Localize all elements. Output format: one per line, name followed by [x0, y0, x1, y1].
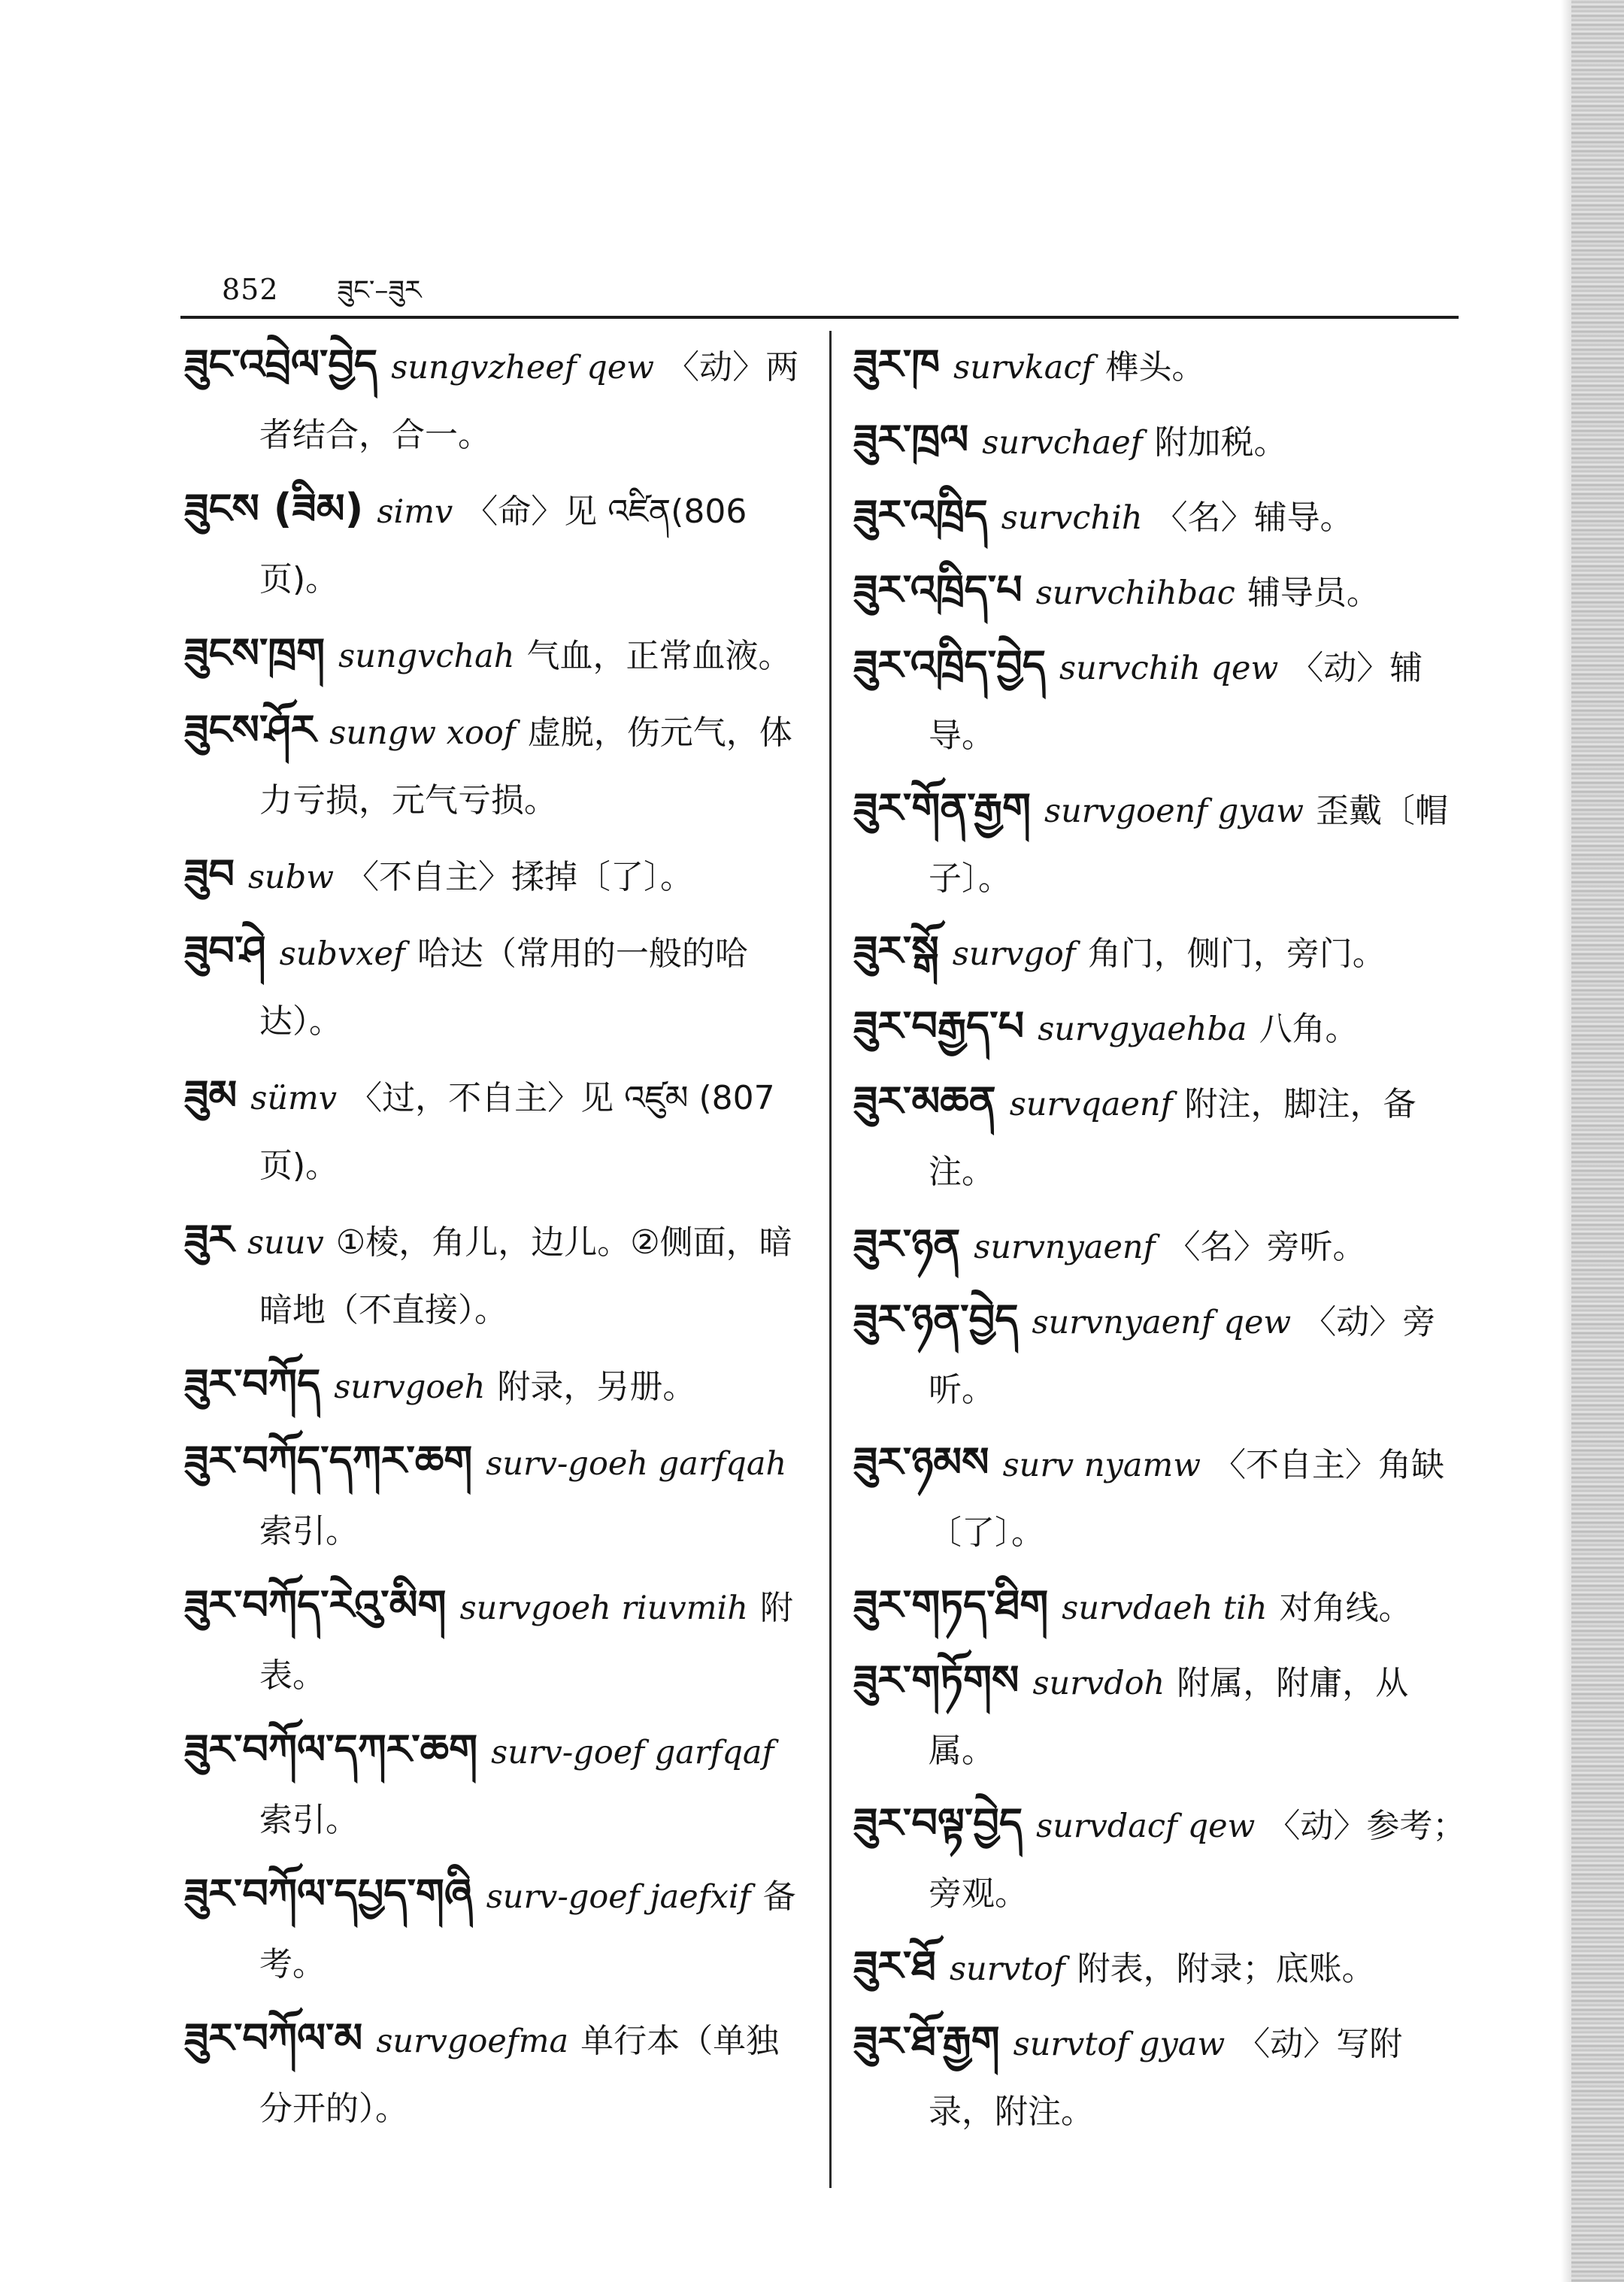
- entry-transliteration: sungvzheef qew: [391, 349, 655, 386]
- entry-headword: ཟུམ: [184, 1071, 238, 1119]
- entry-transliteration: subvxef: [279, 935, 405, 973]
- entry-transliteration: survgoeh riuvmih: [459, 1590, 748, 1627]
- column-divider: [829, 331, 832, 2188]
- entry-transliteration: survnyaenf qew: [1032, 1304, 1292, 1341]
- dictionary-entry: [184, 1860, 808, 1999]
- dictionary-entry: [853, 993, 1466, 1063]
- entry-headword: ཟུར་བཀོད་རེའུ་མིག: [184, 1581, 447, 1629]
- entry-transliteration: survdaeh tih: [1062, 1590, 1268, 1627]
- entry-transliteration: survkacf: [953, 349, 1094, 386]
- right-column: [853, 331, 1466, 2196]
- page-number: 852: [222, 273, 279, 306]
- dictionary-entry: [184, 1350, 808, 1421]
- entry-headword: ཟུར་ཁ: [853, 341, 941, 388]
- header-rule: [180, 316, 1459, 319]
- entry-transliteration: survtof: [949, 1950, 1065, 1988]
- entry-transliteration: survgoenf gyaw: [1044, 792, 1304, 830]
- dictionary-entry: [853, 1429, 1466, 1567]
- entry-definition: 对角线。: [1279, 1589, 1412, 1627]
- dictionary-entry: [184, 1062, 808, 1200]
- dictionary-entry: [184, 1571, 808, 1710]
- running-head: ཟུང་–ཟུར: [337, 275, 422, 306]
- entry-headword: ཟུར་མཆན: [853, 1077, 996, 1125]
- entry-transliteration: sungvchah: [338, 638, 515, 675]
- dictionary-entry: [853, 1068, 1466, 1206]
- entry-definition: 气血，正常血液。: [526, 637, 792, 675]
- entry-definition: 〈动〉辅导。: [929, 649, 1423, 755]
- entry-definition: 附表，附录；底账。: [1077, 1950, 1375, 1988]
- entry-definition: 〈动〉写附录，附注。: [929, 2025, 1403, 2131]
- entry-definition: 附注，脚注，备注。: [929, 1085, 1416, 1191]
- entry-headword: ཟུར་འཁྲིད་བྱེད: [853, 641, 1047, 689]
- dictionary-entry: [853, 2008, 1466, 2146]
- entry-definition: 附属，附庸，从属。: [929, 1664, 1409, 1770]
- entry-transliteration: survtof gyaw: [1013, 2026, 1226, 2063]
- entry-transliteration: survchih qew: [1059, 650, 1279, 687]
- entry-definition: 歪戴〔帽子〕。: [929, 792, 1449, 898]
- entry-headword: ཟུངས (ཟིམ): [184, 485, 364, 532]
- entry-transliteration: survdacf qew: [1036, 1808, 1256, 1845]
- entry-transliteration: simv: [377, 493, 453, 531]
- dictionary-entry: [184, 2005, 808, 2143]
- dictionary-entry: [184, 917, 808, 1056]
- dictionary-entry: [184, 1427, 808, 1565]
- dictionary-entry: [853, 406, 1466, 477]
- entry-definition: 〈动〉旁听。: [929, 1303, 1436, 1409]
- entry-transliteration: survqaenf: [1009, 1086, 1173, 1123]
- entry-headword: ཟུར་འཁྲིད: [853, 491, 988, 538]
- dictionary-entry: [853, 774, 1466, 913]
- entry-headword: ཟུར་སྒོ: [853, 927, 939, 974]
- entry-headword: ཟུར: [184, 1216, 234, 1263]
- dictionary-entry: [184, 1716, 808, 1854]
- entry-transliteration: survgoefma: [376, 2023, 569, 2060]
- entry-headword: ཟུར་ཐོ་རྒྱག: [853, 2017, 1000, 2065]
- entry-definition: 〈命〉见 འཛིན(806页)。: [259, 492, 747, 599]
- entry-definition: 附表。: [259, 1589, 793, 1695]
- entry-transliteration: suuv: [247, 1224, 324, 1262]
- entry-headword: ཟུབ: [184, 850, 235, 898]
- entry-transliteration: sungw xoof: [329, 714, 516, 752]
- entry-transliteration: surv-goef garfqaf: [491, 1734, 774, 1771]
- entry-headword: ཟུར་ཉན: [853, 1220, 961, 1268]
- dictionary-entry: [853, 917, 1466, 988]
- entry-definition: 辅导员。: [1247, 574, 1380, 612]
- entry-transliteration: survnyaenf: [974, 1229, 1156, 1266]
- entry-transliteration: survgoeh: [334, 1368, 486, 1406]
- entry-transliteration: survgyaehba: [1038, 1011, 1247, 1048]
- dictionary-entry: [184, 475, 808, 614]
- dictionary-entry: [853, 1286, 1466, 1424]
- entry-definition: 索引。: [259, 1801, 359, 1839]
- entry-headword: ཟུབ་ཤེ: [184, 927, 266, 974]
- dictionary-entry: [853, 331, 1466, 402]
- entry-definition: 角门，侧门，旁门。: [1087, 935, 1386, 973]
- entry-transliteration: surv-goeh garfqah: [486, 1445, 787, 1483]
- entry-headword: ཟུར་བཀོད་དཀར་ཆག: [184, 1437, 473, 1484]
- entry-transliteration: survchih: [1001, 499, 1143, 537]
- dictionary-entry: [184, 841, 808, 911]
- entry-headword: ཟུར་བཀོལ་མ: [184, 2014, 363, 2062]
- dictionary-entry: [184, 331, 808, 469]
- dictionary-entry: [853, 1790, 1466, 1928]
- entry-headword: ཟུངས་ཁྲག: [184, 629, 326, 677]
- entry-transliteration: surv nyamw: [1002, 1447, 1201, 1484]
- entry-headword: ཟུར་གཏོགས: [853, 1656, 1020, 1704]
- entry-definition: 单行本（单独分开的）。: [259, 2022, 780, 2128]
- entry-headword: ཟུང་འབྲེལ་བྱེད: [184, 341, 378, 388]
- entry-transliteration: survdoh: [1032, 1665, 1165, 1702]
- entry-headword: ཟུར་འཁྲིད་པ: [853, 566, 1023, 614]
- dictionary-entry: [853, 481, 1466, 552]
- dictionary-entry: [853, 1211, 1466, 1281]
- dictionary-entry: [853, 632, 1466, 770]
- entry-definition: 附加税。: [1154, 423, 1287, 462]
- entry-headword: ཟུར་བཀོད: [184, 1360, 321, 1408]
- entry-definition: 虚脱，伤元气，体力亏损，元气亏损。: [259, 714, 792, 820]
- dictionary-entry: [184, 1206, 808, 1344]
- entry-headword: ཟུར་གཏད་ཐིག: [853, 1581, 1049, 1629]
- entry-headword: ཟུར་ཉན་བྱེད: [853, 1296, 1019, 1343]
- entry-definition: 备考。: [259, 1877, 796, 1983]
- entry-headword: ཟུར་བལྟ་བྱེད: [853, 1799, 1023, 1847]
- entry-definition: 〈不自主〉揉掉〔了〕。: [346, 858, 694, 896]
- entry-headword: ཟུར་གོན་རྒྱག: [853, 784, 1032, 832]
- entry-definition: 八角。: [1259, 1010, 1359, 1048]
- entry-definition: 〈动〉两者结合，合一。: [259, 348, 799, 454]
- dictionary-entry: [853, 1647, 1466, 1785]
- entry-headword: ཟུར་ཐོ: [853, 1942, 936, 1990]
- entry-definition: 〈不自主〉角缺〔了〕。: [929, 1446, 1445, 1552]
- entry-transliteration: survchihbac: [1035, 574, 1235, 612]
- entry-headword: ཟུར་བརྒྱད་པ: [853, 1002, 1025, 1050]
- entry-definition: 〈过，不自主〉见 འཛུམ (807页)。: [259, 1079, 775, 1185]
- entry-transliteration: surv-goef jaefxif: [486, 1878, 751, 1916]
- dictionary-entry: [184, 696, 808, 835]
- page-edge-shadow: [1571, 0, 1624, 2282]
- dictionary-entry: [853, 1932, 1466, 2003]
- entry-definition: ①棱，角儿，边儿。②侧面，暗暗地（不直接）。: [259, 1223, 792, 1329]
- entry-headword: ཟུར་བཀོལ་དཔྱད་གཞི: [184, 1870, 473, 1917]
- dictionary-entry: [853, 1571, 1466, 1642]
- entry-definition: 哈达（常用的一般的哈达）。: [259, 935, 748, 1041]
- entry-headword: ཟུར་ཉམས: [853, 1438, 989, 1486]
- entry-transliteration: survchaef: [982, 424, 1143, 462]
- entry-headword: ཟུངས་ཤོར: [184, 706, 317, 753]
- entry-transliteration: subw: [247, 859, 335, 896]
- entry-definition: 〈名〉旁听。: [1167, 1228, 1366, 1266]
- entry-definition: 〈动〉参考；旁观。: [929, 1807, 1466, 1913]
- entry-headword: ཟུར་བཀོལ་དཀར་ཆག: [184, 1726, 478, 1773]
- left-column: [184, 331, 808, 2196]
- entry-definition: 索引。: [259, 1512, 359, 1550]
- page-header: [222, 259, 421, 336]
- entry-definition: 榫头。: [1105, 348, 1205, 386]
- entry-headword: ཟུར་ཁྲལ: [853, 416, 969, 463]
- dictionary-entry: [853, 556, 1466, 627]
- dictionary-entry: [184, 620, 808, 690]
- entry-transliteration: sümv: [250, 1080, 338, 1117]
- entry-definition: 附录，另册。: [497, 1368, 696, 1406]
- entry-definition: 〈名〉辅导。: [1154, 499, 1353, 537]
- entry-transliteration: survgof: [952, 935, 1076, 973]
